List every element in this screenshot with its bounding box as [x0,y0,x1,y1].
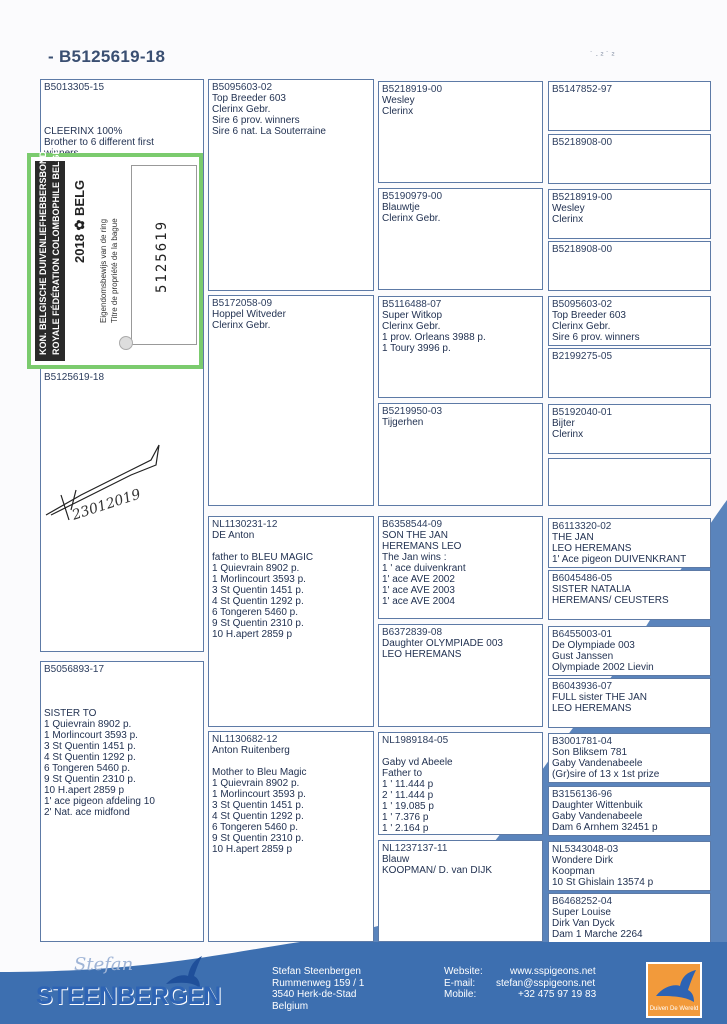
footer-contact-name: Stefan Steenbergen [272,966,361,977]
bird-info: 1 ' 11.444 p [382,779,434,790]
ring-number: B6358544-09 [382,519,443,530]
bird-info: Gaby Vandenabeele [552,811,643,822]
bird-info: Top Breeder 603 [212,93,286,104]
gen3-box-6 [378,624,543,727]
dam-line: 6 Tongeren 5460 p. [44,763,131,774]
mobile-number: +32 475 97 19 83 [518,989,597,1000]
bird-info: THE JAN [552,532,594,543]
bird-info: 1 Morlincourt 3593 p. [212,789,306,800]
website-link[interactable]: www.sspigeons.net [510,966,596,977]
gen4-box-4 [548,241,711,291]
bird-info: LEO HEREMANS [552,703,632,714]
ring-number: B5192040-01 [552,407,613,418]
gen2-box-1 [208,79,374,291]
ring-number: NL1237137-11 [382,843,448,854]
bird-info: LEO HEREMANS [382,649,462,660]
bird-info: Anton Ruitenberg [212,745,290,756]
gen4-box-16 [548,893,711,943]
ring-number: B6372839-08 [382,627,443,638]
ring-number: B5095603-02 [552,299,613,310]
bird-info: Super Louise [552,907,611,918]
ring-number: NL1130682-12 [212,734,278,745]
email-link[interactable]: stefan@sspigeons.net [496,978,596,989]
ring-number: B5218908-00 [552,244,613,255]
ring-number: NL1989184-05 [382,735,449,746]
gen4-box-10 [548,570,711,620]
gen3-box-5 [378,516,543,619]
certificate-caption-1: Eigendomsbewijs van de ring [99,218,108,323]
bird-info [212,756,370,767]
bird-info: Clerinx Gebr. [552,321,611,332]
bird-info: Clerinx Gebr. [382,213,441,224]
gen4-box-5 [548,296,711,346]
bird-info: Dam 1 Marche 2264 [552,929,643,940]
bird-info: Bijter [552,418,575,429]
gen4-box-6 [548,348,711,398]
gen2-box-4 [208,731,374,942]
bird-info: 4 St Quentin 1292 p. [212,811,304,822]
bird-info: HEREMANS LEO [382,541,462,552]
gen3-box-4 [378,403,543,506]
dam-ring: B5056893-17 [44,664,105,675]
bird-info: 1 ' 19.085 p [382,801,434,812]
bird-info: Wesley [552,203,585,214]
bird-info: 9 St Quentin 2310 p. [212,833,304,844]
footer-street: Rummenweg 159 / 1 [272,978,365,989]
subject-line: Brother to 6 different first [44,137,154,148]
partner-badge [646,962,702,1018]
dam-box [40,661,204,942]
signature-date: 23012019 [70,486,143,524]
gen3-box-2 [378,188,543,290]
dam-line: 1' ace pigeon afdeling 10 [44,796,155,807]
bird-info: 1 Morlincourt 3593 p. [212,574,306,585]
ring-number: B5095603-02 [212,82,273,93]
gen3-box-8 [378,840,543,942]
ring-number: NL5343048-03 [552,844,619,855]
bird-info: Olympiade 2002 Lievin [552,662,654,673]
bird-info: Clerinx [552,429,584,440]
dam-line: 10 H.apert 2859 p [44,785,125,796]
bird-info: KOOPMAN/ D. van DIJK [382,865,493,876]
dam-line: 1 Quievrain 8902 p. [44,719,132,730]
ring-number: B5218908-00 [552,137,613,148]
bird-info: FULL sister THE JAN [552,692,648,703]
gen4-box-2 [548,134,711,184]
footer [0,942,727,1024]
gen2-box-2 [208,295,374,506]
ring-number: B5172058-09 [212,298,273,309]
bird-info: HEREMANS/ CEUSTERS [552,595,669,606]
bird-info: 2 ' 11.444 p [382,790,434,801]
subject-ring: B5013305-15 [44,82,105,93]
logo-name: STEENBERGEN [36,982,221,1010]
bird-info: Sire 6 prov. winners [212,115,300,126]
bird-info [212,541,370,552]
gen4-box-12 [548,678,711,728]
gen4-box-7 [548,404,711,454]
bird-info: Dam 6 Arnhem 32451 p [552,822,658,833]
gen4-box-11 [548,626,711,676]
bird-info: Clerinx Gebr. [212,104,271,115]
bird-info: Clerinx Gebr. [212,320,271,331]
bird-info: 1 Quievrain 8902 p. [212,563,300,574]
bird-info: Hoppel Witveder [212,309,286,320]
gen4-box-1 [548,81,711,131]
bird-info: Sire 6 prov. winners [552,332,640,343]
gen4-box-9 [548,518,711,568]
bird-info: Mother to Bleu Magic [212,767,307,778]
dam-line: 1 Morlincourt 3593 p. [44,730,138,741]
bird-info: 1' Ace pigeon DUIVENKRANT [552,554,687,565]
dam-line: 3 St Quentin 1451 p. [44,741,136,752]
bird-info: 3 St Quentin 1451 p. [212,800,304,811]
bird-info: 1 ' ace duivenkrant [382,563,466,574]
dam-line: 9 St Quentin 2310 p. [44,774,136,785]
bird-info: Super Witkop [382,310,443,321]
bird-info: Sire 6 nat. La Souterraine [212,126,326,137]
bird-info: Clerinx Gebr. [382,321,441,332]
bird-info: Daughter OLYMPIADE 003 [382,638,503,649]
bird-info: (Gr)sire of 13 x 1st prize [552,769,660,780]
ring-number: B6455003-01 [552,629,613,640]
bird-info: father to BLEU MAGIC [212,552,314,563]
bird-info: 10 St Ghislain 13574 p [552,877,654,888]
logo [36,954,221,1016]
gen4-box-15 [548,841,711,891]
ring-number: B3156136-96 [552,789,613,800]
bird-info: 4 St Quentin 1292 p. [212,596,304,607]
gen3-box-1 [378,81,543,183]
gen2-box-3 [208,516,374,727]
ring-number: B6113320-02 [552,521,612,532]
subject-ring-2: B5125619-18 [44,372,105,383]
gen4-box-3 [548,189,711,239]
dam-line: 2' Nat. ace midfond [44,807,130,818]
bird-info: 9 St Quentin 2310 p. [212,618,304,629]
ring-number: B3001781-04 [552,736,613,747]
bird-info: 1 ' 7.376 p [382,812,429,823]
bird-info: Clerinx [382,106,414,117]
ring-number: NL1130231-12 [212,519,278,530]
bird-info: 3 St Quentin 1451 p. [212,585,304,596]
ring-number: B6045486-05 [552,573,613,584]
ring-certificate [27,148,203,369]
punch-hole [119,336,133,350]
gen4-box-13 [548,733,711,783]
ring-number: B6468252-04 [552,896,613,907]
gen4-box-14 [548,786,711,836]
bird-info: Gaby Vandenabeele [552,758,643,769]
ring-number: B5116488-07 [382,299,442,310]
gen4-box-8 [548,458,711,506]
bird-info: Blauwtje [382,202,420,213]
gen3-box-7 [378,732,543,835]
certificate-caption-2: Titre de propriété de la bague [110,218,119,323]
bird-info: Father to [382,768,423,779]
bird-info: SISTER NATALIA [552,584,632,595]
bird-info: 10 H.apert 2859 p [212,844,293,855]
ring-number: B6043936-07 [552,681,613,692]
signature [41,435,171,535]
certificate-number: 5125619 [154,219,170,293]
bird-info: DE Anton [212,530,255,541]
bird-info: Top Breeder 603 [552,310,626,321]
bird-info: 1 ' 2.164 p [382,823,429,834]
bird-info: The Jan wins : [382,552,447,563]
bird-info: Wondere Dirk [552,855,613,866]
ring-number: B5219950-03 [382,406,443,417]
bird-info: 1' ace AVE 2004 [382,596,455,607]
ring-number: B5218919-00 [552,192,613,203]
bird-info: 1 Quievrain 8902 p. [212,778,300,789]
footer-city: 3540 Herk-de-Stad [272,989,357,1000]
bird-info: 1' ace AVE 2002 [382,574,455,585]
subject-line: CLEERINX 100% [44,126,123,137]
bird-info: Wesley [382,95,415,106]
ring-number: B5190979-00 [382,191,443,202]
website-label: Website: [444,966,483,977]
bird-info: Daughter Wittenbuik [552,800,643,811]
ring-number: B5147852-97 [552,84,613,95]
gen3-box-3 [378,296,543,398]
corner-mark: ˙ ∙ ² ˙ ² [590,50,615,60]
bird-info: Blauw [382,854,410,865]
bird-info: LEO HEREMANS [552,543,632,554]
dam-line: 4 St Quentin 1292 p. [44,752,136,763]
bird-info: De Olympiade 003 [552,640,635,651]
bird-info: Gaby vd Abeele [382,757,453,768]
page-title: - B5125619-18 [48,47,166,66]
bird-info: Son Bliksem 781 [552,747,628,758]
dove-icon [648,966,700,1006]
certificate-org-2: ROYALE FÉDÉRATION COLOMBOPHILE BELGE [51,148,61,355]
bird-info: SON THE JAN [382,530,448,541]
bird-info: 10 H.apert 2859 p [212,629,293,640]
bird-info: 1 prov. Orleans 3988 p. [382,332,486,343]
bird-info: 6 Tongeren 5460 p. [212,822,299,833]
bird-info: Tijgerhen [382,417,424,428]
bird-info [382,746,539,757]
ring-number: B5218919-00 [382,84,443,95]
ring-number: B2199275-05 [552,351,613,362]
bird-info: Koopman [552,866,595,877]
bird-info: Dirk Van Dyck [552,918,615,929]
bird-info: 1' ace AVE 2003 [382,585,455,596]
bird-info: Gust Janssen [552,651,614,662]
footer-country: Belgium [272,1001,309,1012]
logo-script: Stefan [74,954,134,975]
dam-line: SISTER TO [44,708,97,719]
bird-info: 6 Tongeren 5460 p. [212,607,299,618]
bird-info: Clerinx [552,214,584,225]
bird-info: 1 Toury 3996 p. [382,343,451,354]
badge-text: Duiven De Wereld [649,1006,699,1012]
mobile-label: Mobile: [444,989,477,1000]
email-label: E-mail: [444,978,476,989]
certificate-year: 2018 ✿ BELG [72,179,87,263]
certificate-org-1: KON. BELGISCHE DUIVENLIEFHEBBERSBOND [38,150,48,355]
